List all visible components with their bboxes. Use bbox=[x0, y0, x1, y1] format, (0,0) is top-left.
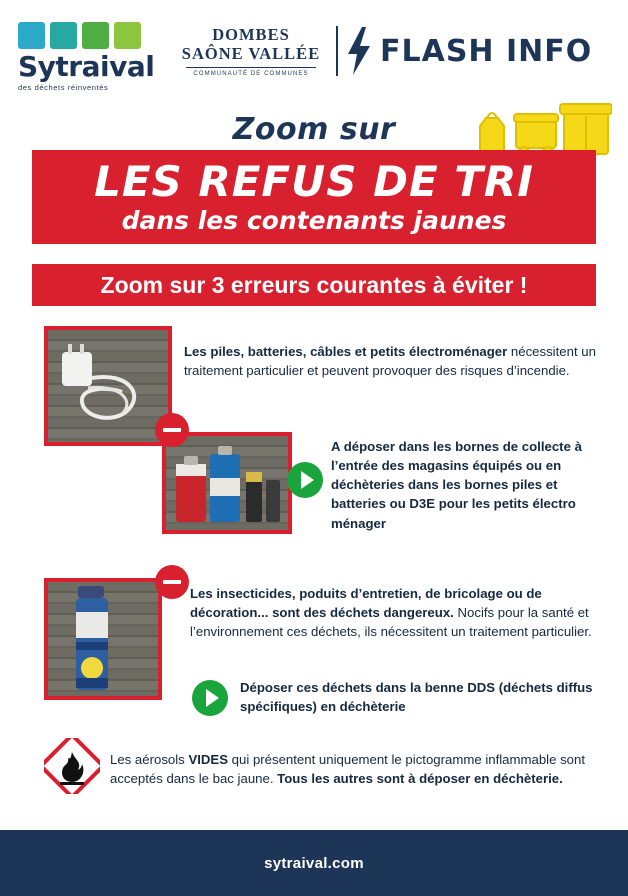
logo-dombes-line3: COMMUNAUTÉ DE COMMUNES bbox=[193, 70, 309, 77]
lightning-bolt-icon bbox=[346, 27, 372, 75]
subtitle-band-text: Zoom sur 3 erreurs courantes à éviter ! bbox=[100, 271, 528, 298]
logo-squares-icon bbox=[18, 22, 168, 49]
flash-info-block bbox=[336, 26, 592, 76]
title-kicker: Zoom sur bbox=[232, 112, 396, 147]
aerosol-can-drawing bbox=[48, 582, 158, 696]
charger-cable-drawing bbox=[48, 330, 168, 442]
section-3-text-bold: Les insecticides, poduits d’entretien, de bricolage ou de décoration... sont des déchets dangereux. bbox=[190, 586, 542, 621]
section-5-text bbox=[110, 750, 602, 788]
section-4-text: Déposer ces déchets dans la benne DDS (déchets diffus spécifiques) en déchèterie bbox=[240, 680, 593, 715]
section-2-text: A déposer dans les bornes de collecte à l’entrée des magasins équipés ou en déchèteries dans les bornes piles et batteries ou D3E pour les petits électro ménager bbox=[331, 439, 582, 531]
section-1-text-bold: Les piles, batteries, câbles et petits électroménager bbox=[184, 344, 508, 359]
section-1-text-rest: nécessitent un traitement particulier et peuvent provoquer des risques d’incendie. bbox=[184, 344, 596, 379]
flammable-hazard-pictogram bbox=[44, 738, 100, 794]
section-3-text bbox=[190, 584, 602, 641]
section-5-part1: Les aérosols bbox=[110, 752, 189, 767]
charger-cables-photo bbox=[44, 326, 172, 446]
batteries-photo bbox=[162, 432, 292, 534]
section-5-part2: qui présentent uniquement le pictogramme inflammable sont acceptés dans le bac jaune. bbox=[110, 752, 586, 787]
no-entry-icon bbox=[155, 413, 189, 447]
logo-sytraival-wordmark: Sytraival bbox=[18, 50, 155, 83]
logo-dombes-line1: DOMBES bbox=[212, 25, 290, 44]
section-3-text-rest: Nocifs pour la santé et l’environnement ces déchets, ils nécessitent un traitement particulier. bbox=[190, 605, 592, 640]
section-5-bold2: Tous les autres sont à déposer en déchèterie. bbox=[277, 771, 563, 787]
header bbox=[0, 0, 628, 100]
green-arrow-right-icon bbox=[287, 462, 323, 498]
subtitle-band bbox=[32, 264, 596, 306]
aerosol-photo bbox=[44, 578, 162, 700]
batteries-drawing bbox=[166, 436, 288, 530]
logo-sytraival-tagline: des déchets réinventés bbox=[18, 83, 109, 92]
flash-info-title: FLASH INFO bbox=[380, 33, 593, 69]
title-sub: dans les contenants jaunes bbox=[121, 206, 507, 235]
header-divider bbox=[336, 26, 338, 76]
footer bbox=[0, 830, 628, 896]
logo-dombes-saone-vallee bbox=[176, 26, 326, 77]
section-1-text bbox=[184, 342, 604, 380]
title-main: LES REFUS DE TRI bbox=[94, 157, 534, 206]
logo-divider bbox=[186, 67, 316, 68]
green-arrow-right-icon bbox=[192, 680, 228, 716]
logo-sytraival bbox=[18, 22, 168, 92]
section-5-bold1: VIDES bbox=[188, 752, 229, 767]
no-entry-icon bbox=[155, 565, 189, 599]
title-red-band bbox=[32, 150, 596, 244]
logo-dombes-line2: SAÔNE VALLÉE bbox=[181, 43, 321, 63]
footer-website[interactable]: sytraival.com bbox=[264, 854, 364, 872]
